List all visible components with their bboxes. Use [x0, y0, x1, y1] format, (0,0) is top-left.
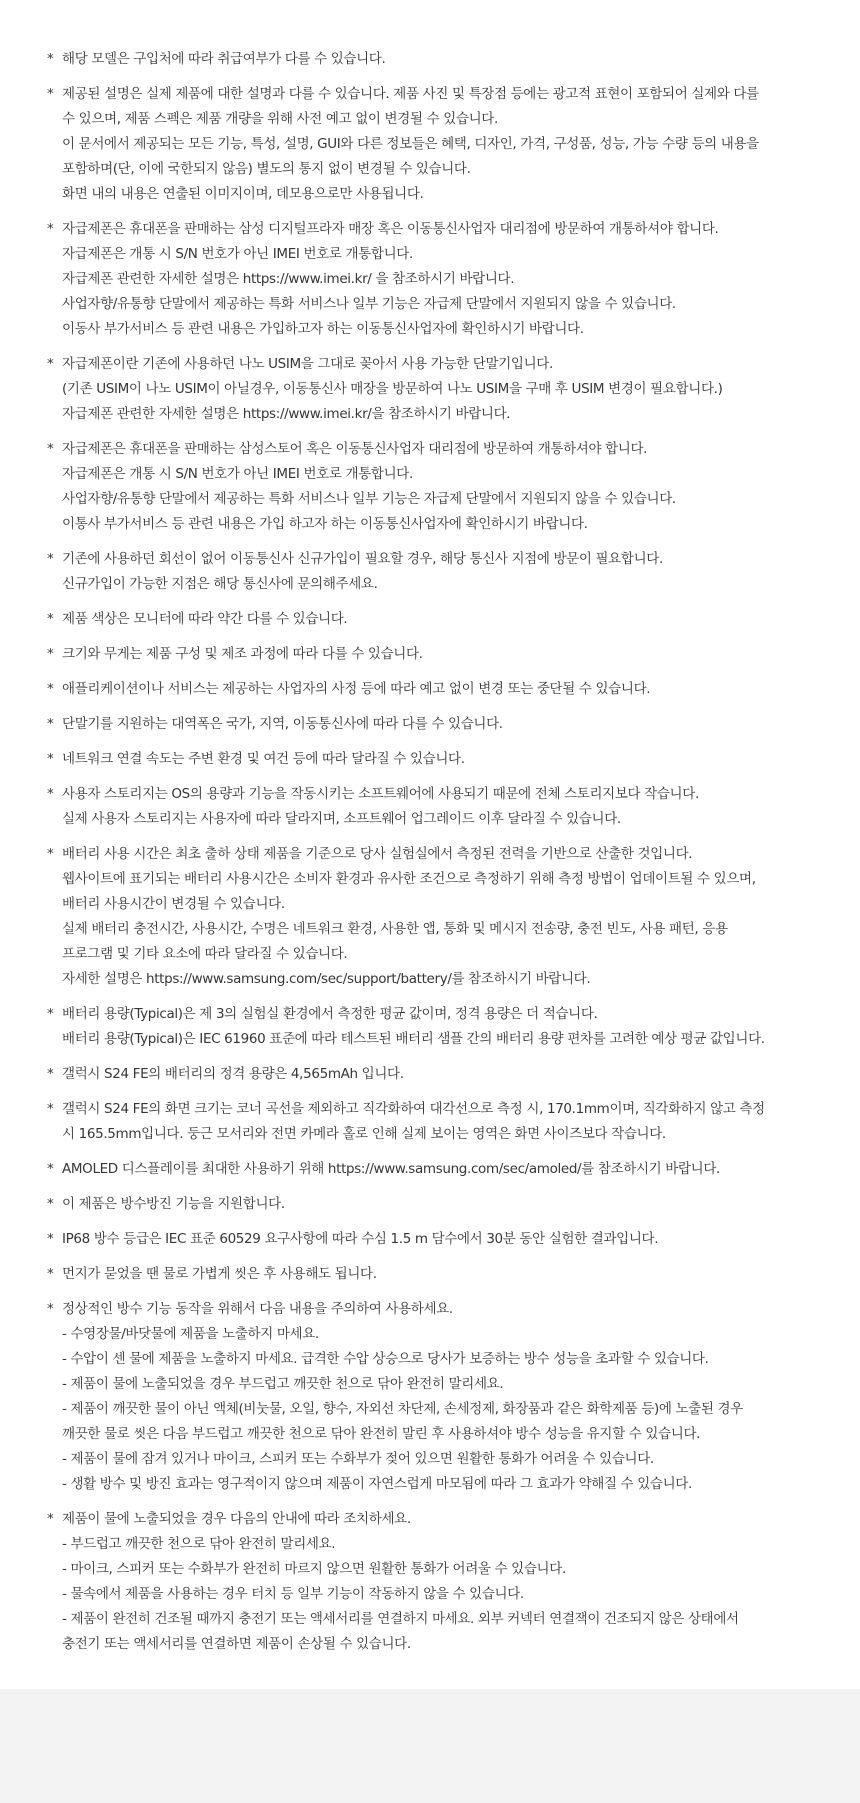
note-line: 신규가입이 가능한 지점은 해당 통신사에 문의해주세요.: [62, 576, 378, 592]
note-asterisk: *: [47, 1231, 54, 1247]
note-body: [62, 712, 847, 737]
note-line: 제공된 설명은 실제 제품에 대한 설명과 다를 수 있습니다. 제품 사진 및 특장점 등에는 광고적 표현이 포함되어 실제와 다를: [62, 86, 759, 102]
note-body: [62, 47, 847, 72]
note-asterisk: *: [47, 1101, 54, 1117]
note-asterisk: *: [47, 356, 54, 372]
note-line: - 수영장물/바닷물에 제품을 노출하지 마세요.: [62, 1326, 319, 1342]
note-asterisk: *: [47, 1066, 54, 1082]
note-asterisk: *: [47, 441, 54, 457]
note-body: [62, 1002, 847, 1052]
note-line: 갤럭시 S24 FE의 배터리의 정격 용량은 4,565mAh 입니다.: [62, 1066, 404, 1082]
note-asterisk: *: [47, 751, 54, 767]
note-asterisk: *: [47, 221, 54, 237]
note-line: 자급제폰은 개통 시 S/N 번호가 아닌 IMEI 번호로 개통합니다.: [62, 246, 413, 262]
note-line: 실제 사용자 스토리지는 사용자에 따라 달라지며, 소프트웨어 업그레이드 이후 달라질 수 있습니다.: [62, 811, 621, 827]
note-body: [62, 352, 847, 427]
disclaimer-note: [47, 747, 847, 772]
note-body: [62, 642, 847, 667]
note-line: AMOLED 디스플레이를 최대한 사용하기 위해 https://www.samsung.com/sec/amoled/를 참조하시기 바랍니다.: [62, 1161, 720, 1177]
note-line: 배터리 사용시간이 변경될 수 있습니다.: [62, 896, 285, 912]
disclaimer-notes-list: [47, 47, 847, 1667]
disclaimer-note: [47, 1157, 847, 1182]
note-line: 해당 모델은 구입처에 따라 취급여부가 다를 수 있습니다.: [62, 51, 386, 67]
note-body: [62, 1262, 847, 1287]
note-asterisk: *: [47, 51, 54, 67]
note-asterisk: *: [47, 86, 54, 102]
note-line: - 제품이 완전히 건조될 때까지 충전기 또는 액세서리를 연결하지 마세요. 외부 커넥터 연결잭이 건조되지 않은 상태에서: [62, 1611, 739, 1627]
note-line: - 마이크, 스피커 또는 수화부가 완전히 마르지 않으면 원활한 통화가 어려울 수 있습니다.: [62, 1561, 566, 1577]
note-line: 실제 배터리 충전시간, 사용시간, 수명은 네트워크 환경, 사용한 앱, 통화 및 메시지 전송량, 충전 빈도, 사용 패턴, 응용: [62, 921, 728, 937]
note-body: [62, 1097, 847, 1147]
note-body: [62, 677, 847, 702]
note-line: 충전기 또는 액세서리를 연결하면 제품이 손상될 수 있습니다.: [62, 1636, 411, 1652]
note-line: 사업자향/유통향 단말에서 제공하는 특화 서비스나 일부 기능은 자급제 단말에서 지원되지 않을 수 있습니다.: [62, 296, 676, 312]
note-line: 크기와 무게는 제품 구성 및 제조 과정에 따라 다를 수 있습니다.: [62, 646, 423, 662]
disclaimer-note: [47, 1227, 847, 1252]
note-line: - 부드럽고 깨끗한 천으로 닦아 완전히 말리세요.: [62, 1536, 336, 1552]
note-line: 자급제폰은 휴대폰을 판매하는 삼성 디지털프라자 매장 혹은 이동통신사업자 대리점에 방문하여 개통하셔야 합니다.: [62, 221, 719, 237]
note-body: [62, 782, 847, 832]
note-line: 배터리 사용 시간은 최초 출하 상태 제품을 기준으로 당사 실험실에서 측정된 전력을 기반으로 산출한 것입니다.: [62, 846, 693, 862]
note-line: 자급제폰이란 기존에 사용하던 나노 USIM을 그대로 꽂아서 사용 가능한 단말기입니다.: [62, 356, 553, 372]
note-line: 이 제품은 방수방진 기능을 지원합니다.: [62, 1196, 285, 1212]
disclaimer-note: [47, 82, 847, 207]
note-body: [62, 1507, 847, 1657]
note-line: 자급제폰은 개통 시 S/N 번호가 아닌 IMEI 번호로 개통합니다.: [62, 466, 413, 482]
disclaimer-note: [47, 642, 847, 667]
note-line: IP68 방수 등급은 IEC 표준 60529 요구사항에 따라 수심 1.5 m 담수에서 30분 동안 실험한 결과입니다.: [62, 1231, 659, 1247]
note-asterisk: *: [47, 1196, 54, 1212]
disclaimer-note: [47, 1297, 847, 1497]
note-line: 사업자향/유통향 단말에서 제공하는 특화 서비스나 일부 기능은 자급제 단말에서 지원되지 않을 수 있습니다.: [62, 491, 676, 507]
disclaimer-note: [47, 1097, 847, 1147]
disclaimer-note: [47, 1062, 847, 1087]
note-line: 네트워크 연결 속도는 주변 환경 및 여건 등에 따라 달라질 수 있습니다.: [62, 751, 465, 767]
disclaimer-note: [47, 782, 847, 832]
note-body: [62, 1062, 847, 1087]
note-line: 프로그램 및 기타 요소에 따라 달라질 수 있습니다.: [62, 946, 348, 962]
note-line: - 물속에서 제품을 사용하는 경우 터치 등 일부 기능이 작동하지 않을 수 있습니다.: [62, 1586, 524, 1602]
note-line: 제품 색상은 모니터에 따라 약간 다를 수 있습니다.: [62, 611, 348, 627]
note-line: 자세한 설명은 https://www.samsung.com/sec/support/battery/를 참조하시기 바랍니다.: [62, 971, 591, 987]
note-line: 자급제폰은 휴대폰을 판매하는 삼성스토어 혹은 이동통신사업자 대리점에 방문하여 개통하셔야 합니다.: [62, 441, 648, 457]
note-asterisk: *: [47, 846, 54, 862]
note-asterisk: *: [47, 1266, 54, 1282]
note-line: 배터리 용량(Typical)은 IEC 61960 표준에 따라 테스트된 배터리 샘플 간의 배터리 용량 편차를 고려한 예상 평균 값입니다.: [62, 1031, 765, 1047]
note-line: 포함하며(단, 이에 국한되지 않음) 별도의 통지 없이 변경될 수 있습니다.: [62, 161, 471, 177]
disclaimer-note: [47, 842, 847, 992]
disclaimer-note: [47, 352, 847, 427]
note-asterisk: *: [47, 551, 54, 567]
disclaimer-note: [47, 712, 847, 737]
note-line: 깨끗한 물로 씻은 다음 부드럽고 깨끗한 천으로 닦아 완전히 말린 후 사용하셔야 방수 성능을 유지할 수 있습니다.: [62, 1426, 701, 1442]
note-line: 사용자 스토리지는 OS의 용량과 기능을 작동시키는 소프트웨어에 사용되기 때문에 전체 스토리지보다 작습니다.: [62, 786, 699, 802]
note-asterisk: *: [47, 716, 54, 732]
note-asterisk: *: [47, 681, 54, 697]
note-line: - 제품이 깨끗한 물이 아닌 액체(비눗물, 오일, 향수, 자외선 차단제, 손세정제, 화장품과 같은 화학제품 등)에 노출된 경우: [62, 1401, 743, 1417]
note-line: - 수압이 센 물에 제품을 노출하지 마세요. 급격한 수압 상승으로 당사가 보증하는 방수 성능을 초과할 수 있습니다.: [62, 1351, 709, 1367]
note-body: [62, 1157, 847, 1182]
note-line: 단말기를 지원하는 대역폭은 국가, 지역, 이동통신사에 따라 다를 수 있습니다.: [62, 716, 503, 732]
note-line: 수 있으며, 제품 스펙은 제품 개량을 위해 사전 예고 없이 변경될 수 있습니다.: [62, 111, 498, 127]
note-asterisk: *: [47, 786, 54, 802]
note-asterisk: *: [47, 611, 54, 627]
note-asterisk: *: [47, 646, 54, 662]
note-asterisk: *: [47, 1161, 54, 1177]
note-line: - 제품이 물에 노출되었을 경우 부드럽고 깨끗한 천으로 닦아 완전히 말리세요.: [62, 1376, 504, 1392]
note-body: [62, 547, 847, 597]
disclaimer-note: [47, 1262, 847, 1287]
disclaimer-note: [47, 217, 847, 342]
note-asterisk: *: [47, 1301, 54, 1317]
note-asterisk: *: [47, 1511, 54, 1527]
disclaimer-note: [47, 607, 847, 632]
footer-band: [0, 1689, 860, 1803]
note-line: 배터리 용량(Typical)은 제 3의 실험실 환경에서 측정한 평균 값이며, 정격 용량은 더 적습니다.: [62, 1006, 598, 1022]
note-body: [62, 1297, 847, 1497]
disclaimer-note: [47, 1002, 847, 1052]
note-line: - 제품이 물에 잠겨 있거나 마이크, 스피커 또는 수화부가 젖어 있으면 원활한 통화가 어려울 수 있습니다.: [62, 1451, 654, 1467]
disclaimer-note: [47, 1192, 847, 1217]
note-line: 자급제폰 관련한 자세한 설명은 https://www.imei.kr/을 참조하시기 바랍니다.: [62, 406, 511, 422]
note-body: [62, 1227, 847, 1252]
note-asterisk: *: [47, 1006, 54, 1022]
note-line: 웹사이트에 표기되는 배터리 사용시간은 소비자 환경과 유사한 조건으로 측정하기 위해 측정 방법이 업데이트될 수 있으며,: [62, 871, 756, 887]
note-line: 애플리케이션이나 서비스는 제공하는 사업자의 사정 등에 따라 예고 없이 변경 또는 중단될 수 있습니다.: [62, 681, 651, 697]
note-line: 정상적인 방수 기능 동작을 위해서 다음 내용을 주의하여 사용하세요.: [62, 1301, 453, 1317]
note-line: 기존에 사용하던 회선이 없어 이동통신사 신규가입이 필요할 경우, 해당 통신사 지점에 방문이 필요합니다.: [62, 551, 663, 567]
note-line: 시 165.5mm입니다. 둥근 모서리와 전면 카메라 홀로 인해 실제 보이는 영역은 화면 사이즈보다 작습니다.: [62, 1126, 666, 1142]
note-line: 갤럭시 S24 FE의 화면 크기는 코너 곡선을 제외하고 직각화하여 대각선으로 측정 시, 170.1mm이며, 직각화하지 않고 측정: [62, 1101, 765, 1117]
disclaimer-note: [47, 47, 847, 72]
disclaimer-note: [47, 1507, 847, 1657]
note-line: 자급제폰 관련한 자세한 설명은 https://www.imei.kr/ 을 참조하시기 바랍니다.: [62, 271, 515, 287]
disclaimer-note: [47, 547, 847, 597]
disclaimer-note: [47, 437, 847, 537]
disclaimer-note: [47, 677, 847, 702]
note-line: (기존 USIM이 나노 USIM이 아닐경우, 이동통신사 매장을 방문하여 나노 USIM을 구매 후 USIM 변경이 필요합니다.): [62, 381, 723, 397]
note-line: - 생활 방수 및 방진 효과는 영구적이지 않으며 제품이 자연스럽게 마모됨에 따라 그 효과가 약해질 수 있습니다.: [62, 1476, 692, 1492]
note-line: 이 문서에서 제공되는 모든 기능, 특성, 설명, GUI와 다른 정보들은 혜택, 디자인, 가격, 구성품, 성능, 가능 수량 등의 내용을: [62, 136, 759, 152]
note-line: 이동사 부가서비스 등 관련 내용은 가입하고자 하는 이동통신사업자에 확인하시기 바랍니다.: [62, 321, 584, 337]
note-body: [62, 607, 847, 632]
note-body: [62, 747, 847, 772]
note-body: [62, 842, 847, 992]
note-body: [62, 437, 847, 537]
note-body: [62, 217, 847, 342]
note-line: 제품이 물에 노출되었을 경우 다음의 안내에 따라 조치하세요.: [62, 1511, 411, 1527]
note-body: [62, 82, 847, 207]
note-body: [62, 1192, 847, 1217]
note-line: 먼지가 묻었을 땐 물로 가볍게 씻은 후 사용해도 됩니다.: [62, 1266, 377, 1282]
note-line: 이통사 부가서비스 등 관련 내용은 가입 하고자 하는 이동통신사업자에 확인하시기 바랍니다.: [62, 516, 588, 532]
note-line: 화면 내의 내용은 연출된 이미지이며, 데모용으로만 사용됩니다.: [62, 186, 424, 202]
